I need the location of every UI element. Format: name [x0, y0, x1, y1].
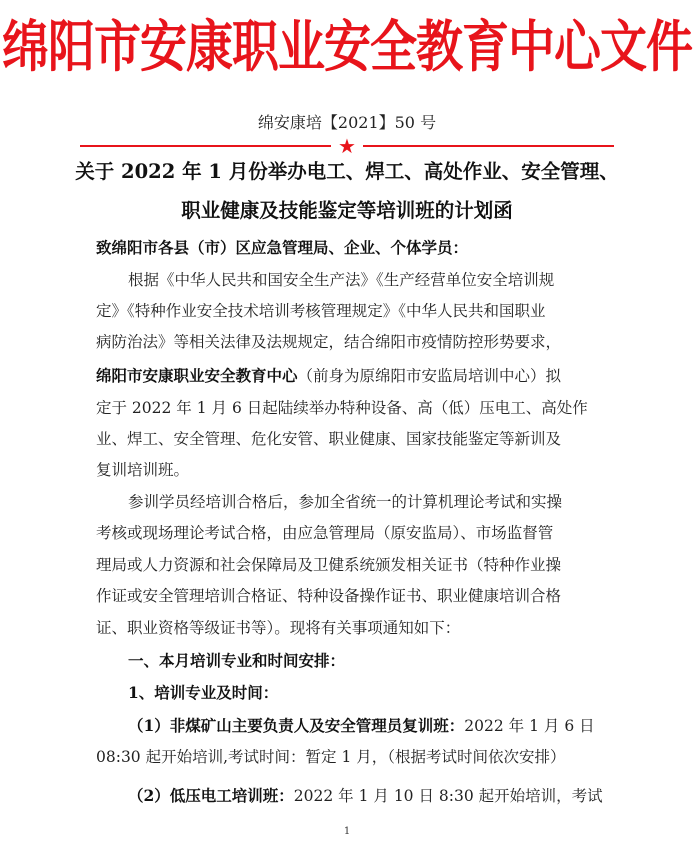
- section-1-1-heading: 1、培训专业及时间：: [128, 683, 279, 702]
- item-1-line-2: 08:30 起开始培训,考试时间：暂定 1 月，（根据考试时间依次安排）: [96, 748, 566, 766]
- item-1-label: （1）非煤矿山主要负责人及安全管理员复训班：: [128, 716, 465, 735]
- separator-line-right: [363, 145, 614, 147]
- red-separator: [80, 134, 614, 158]
- paragraph-1-line-1: 根据《中华人民共和国安全生产法》《生产经营单位安全培训规: [128, 271, 555, 289]
- item-2-line-1: [128, 784, 603, 808]
- paragraph-1-line-4: [96, 364, 561, 388]
- item-2-date: 2022 年 1 月 10 日 8:30 起开始培训，考试: [293, 787, 603, 805]
- org-title: 绵阳市安康职业安全教育中心文件: [2, 15, 692, 81]
- page-number: 1: [343, 826, 351, 837]
- organization-former-name: （前身为原绵阳市安监局培训中心）拟: [297, 367, 562, 385]
- paragraph-2-line-5: 证、职业资格等级证书等）。现将有关事项通知如下：: [96, 619, 461, 637]
- paragraph-1-line-2: 定》《特种作业安全技术培训考核管理规定》《中华人民共和国职业: [96, 302, 546, 320]
- salutation: 致绵阳市各县（市）区应急管理局、企业、个体学员：: [96, 238, 469, 257]
- item-2-label: （2）低压电工培训班：: [128, 786, 294, 805]
- paragraph-2-line-4: 作证或安全管理培训合格证、特种设备操作证书、职业健康培训合格: [96, 587, 562, 605]
- organization-name: 绵阳市安康职业安全教育中心: [96, 366, 298, 385]
- subject-line-2: 职业健康及技能鉴定等培训班的计划函: [181, 199, 513, 222]
- item-1-line-1: [128, 714, 595, 738]
- subject-line-1: 关于 2022 年 1 月份举办电工、焊工、高处作业、安全管理、: [75, 160, 619, 183]
- document-number: 绵安康培【2021】50 号: [257, 113, 437, 132]
- star-icon: ★: [338, 134, 356, 158]
- paragraph-2-line-1: 参训学员经培训合格后，参加全省统一的计算机理论考试和实操: [128, 493, 563, 511]
- item-1-date: 2022 年 1 月 6 日: [464, 717, 595, 735]
- paragraph-1-line-6: 业、焊工、安全管理、危化安管、职业健康、国家技能鉴定等新训及: [96, 430, 562, 448]
- separator-line-left: [80, 145, 331, 147]
- section-1-heading: 一、本月培训专业和时间安排：: [128, 651, 346, 670]
- paragraph-1-line-3: 病防治法》等相关法律及法规规定，结合绵阳市疫情防控形势要求，: [96, 333, 562, 351]
- paragraph-2-line-2: 考核或现场理论考试合格，由应急管理局（原安监局）、市场监督管: [96, 524, 554, 542]
- paragraph-1-line-7: 复训培训班。: [96, 461, 190, 479]
- paragraph-2-line-3: 理局或人力资源和社会保障局及卫健系统颁发相关证书（特种作业操: [96, 556, 562, 574]
- paragraph-1-line-5: 定于 2022 年 1 月 6 日起陆续举办特种设备、高（低）压电工、高处作: [96, 399, 588, 417]
